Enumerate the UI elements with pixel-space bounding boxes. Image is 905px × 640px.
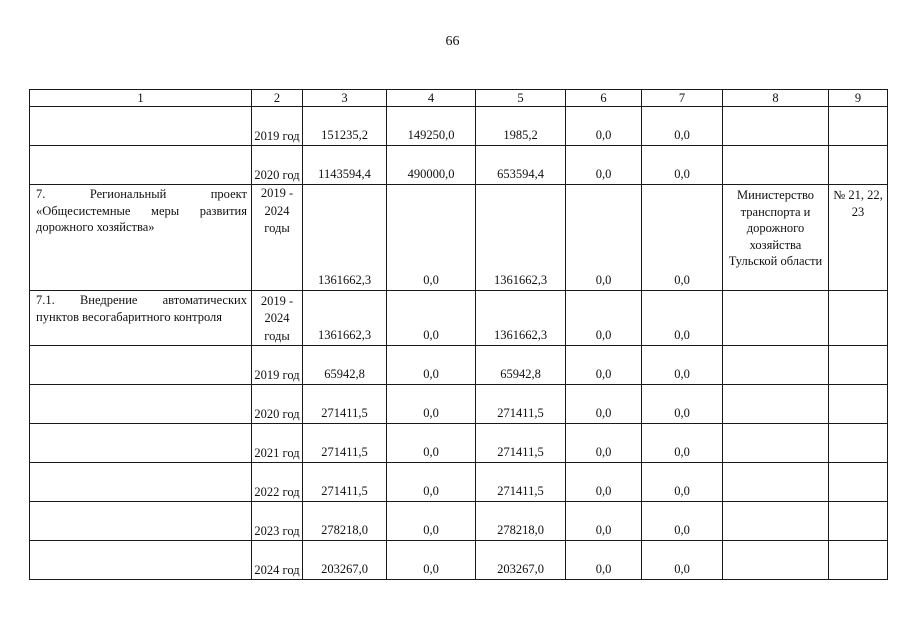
total-cell: 1143594,4	[303, 146, 387, 185]
local-budget-cell: 0,0	[566, 146, 642, 185]
column-number-3: 3	[303, 90, 387, 107]
other-sources-cell: 0,0	[642, 424, 723, 463]
measure-name-cell	[30, 146, 252, 185]
column-number-5: 5	[476, 90, 566, 107]
indicator-cell	[829, 146, 888, 185]
column-number-4: 4	[387, 90, 476, 107]
budget-table	[29, 89, 888, 580]
measure-name-cell	[30, 346, 252, 385]
table-row	[30, 502, 888, 541]
column-number-8: 8	[723, 90, 829, 107]
federal-budget-cell: 490000,0	[387, 146, 476, 185]
column-number-2: 2	[252, 90, 303, 107]
indicator-cell	[829, 346, 888, 385]
period-cell: 2019 год	[252, 346, 303, 385]
regional-budget-cell: 1361662,3	[476, 291, 566, 346]
responsible-cell	[723, 107, 829, 146]
federal-budget-cell: 0,0	[387, 424, 476, 463]
local-budget-cell: 0,0	[566, 346, 642, 385]
regional-budget-cell: 271411,5	[476, 385, 566, 424]
regional-budget-cell: 203267,0	[476, 541, 566, 580]
indicator-cell	[829, 463, 888, 502]
regional-budget-cell: 1361662,3	[476, 185, 566, 291]
federal-budget-cell: 0,0	[387, 502, 476, 541]
page-number: 66	[445, 34, 460, 49]
indicator-cell	[829, 385, 888, 424]
column-number-6: 6	[566, 90, 642, 107]
indicator-cell	[829, 291, 888, 346]
regional-budget-cell: 271411,5	[476, 424, 566, 463]
total-cell: 1361662,3	[303, 185, 387, 291]
responsible-cell	[723, 291, 829, 346]
local-budget-cell: 0,0	[566, 502, 642, 541]
measure-name-cell	[30, 541, 252, 580]
responsible-cell	[723, 385, 829, 424]
table-row	[30, 463, 888, 502]
responsible-cell	[723, 541, 829, 580]
measure-name-cell	[30, 502, 252, 541]
measure-name-cell: 7.1. Внедрение автоматических пунктов весогабаритного контроля	[30, 291, 252, 346]
regional-budget-cell: 278218,0	[476, 502, 566, 541]
other-sources-cell: 0,0	[642, 107, 723, 146]
local-budget-cell: 0,0	[566, 541, 642, 580]
indicator-cell	[829, 424, 888, 463]
table-row	[30, 107, 888, 146]
local-budget-cell: 0,0	[566, 424, 642, 463]
responsible-cell: Министерство транспорта и дорожного хозяйства Тульской области	[723, 185, 829, 291]
table-row	[30, 346, 888, 385]
table-row	[30, 385, 888, 424]
table-row	[30, 541, 888, 580]
other-sources-cell: 0,0	[642, 291, 723, 346]
total-cell: 271411,5	[303, 385, 387, 424]
table-row-measure	[30, 291, 888, 346]
other-sources-cell: 0,0	[642, 541, 723, 580]
other-sources-cell: 0,0	[642, 185, 723, 291]
period-cell: 2021 год	[252, 424, 303, 463]
total-cell: 65942,8	[303, 346, 387, 385]
local-budget-cell: 0,0	[566, 107, 642, 146]
table-row-regional-project	[30, 185, 888, 291]
period-cell: 2022 год	[252, 463, 303, 502]
measure-name-cell: 7. Региональный проект «Общесистемные меры развития дорожного хозяйства»	[30, 185, 252, 291]
period-cell: 2019 - 2024 годы	[252, 185, 303, 291]
federal-budget-cell: 0,0	[387, 463, 476, 502]
responsible-cell	[723, 502, 829, 541]
total-cell: 278218,0	[303, 502, 387, 541]
measure-name-cell	[30, 463, 252, 502]
responsible-cell	[723, 463, 829, 502]
federal-budget-cell: 0,0	[387, 385, 476, 424]
column-number-7: 7	[642, 90, 723, 107]
total-cell: 271411,5	[303, 463, 387, 502]
local-budget-cell: 0,0	[566, 291, 642, 346]
responsible-cell	[723, 346, 829, 385]
other-sources-cell: 0,0	[642, 502, 723, 541]
period-cell: 2019 - 2024 годы	[252, 291, 303, 346]
total-cell: 271411,5	[303, 424, 387, 463]
other-sources-cell: 0,0	[642, 463, 723, 502]
period-cell: 2024 год	[252, 541, 303, 580]
responsible-cell	[723, 424, 829, 463]
table-row	[30, 146, 888, 185]
total-cell: 203267,0	[303, 541, 387, 580]
responsible-cell	[723, 146, 829, 185]
other-sources-cell: 0,0	[642, 385, 723, 424]
local-budget-cell: 0,0	[566, 463, 642, 502]
indicator-cell	[829, 107, 888, 146]
indicator-cell	[829, 502, 888, 541]
table-row	[30, 424, 888, 463]
federal-budget-cell: 0,0	[387, 185, 476, 291]
federal-budget-cell: 0,0	[387, 346, 476, 385]
indicator-cell	[829, 541, 888, 580]
federal-budget-cell: 149250,0	[387, 107, 476, 146]
column-number-9: 9	[829, 90, 888, 107]
table-header-row	[30, 90, 888, 107]
regional-budget-cell: 653594,4	[476, 146, 566, 185]
regional-budget-cell: 271411,5	[476, 463, 566, 502]
measure-name-cell	[30, 424, 252, 463]
regional-budget-cell: 1985,2	[476, 107, 566, 146]
local-budget-cell: 0,0	[566, 185, 642, 291]
other-sources-cell: 0,0	[642, 146, 723, 185]
period-cell: 2020 год	[252, 385, 303, 424]
regional-budget-cell: 65942,8	[476, 346, 566, 385]
indicator-cell: № 21, 22, 23	[829, 185, 888, 291]
column-number-1: 1	[30, 90, 252, 107]
measure-name-cell	[30, 385, 252, 424]
measure-name-cell	[30, 107, 252, 146]
period-cell: 2023 год	[252, 502, 303, 541]
period-cell: 2020 год	[252, 146, 303, 185]
other-sources-cell: 0,0	[642, 346, 723, 385]
local-budget-cell: 0,0	[566, 385, 642, 424]
federal-budget-cell: 0,0	[387, 291, 476, 346]
total-cell: 151235,2	[303, 107, 387, 146]
federal-budget-cell: 0,0	[387, 541, 476, 580]
period-cell: 2019 год	[252, 107, 303, 146]
total-cell: 1361662,3	[303, 291, 387, 346]
